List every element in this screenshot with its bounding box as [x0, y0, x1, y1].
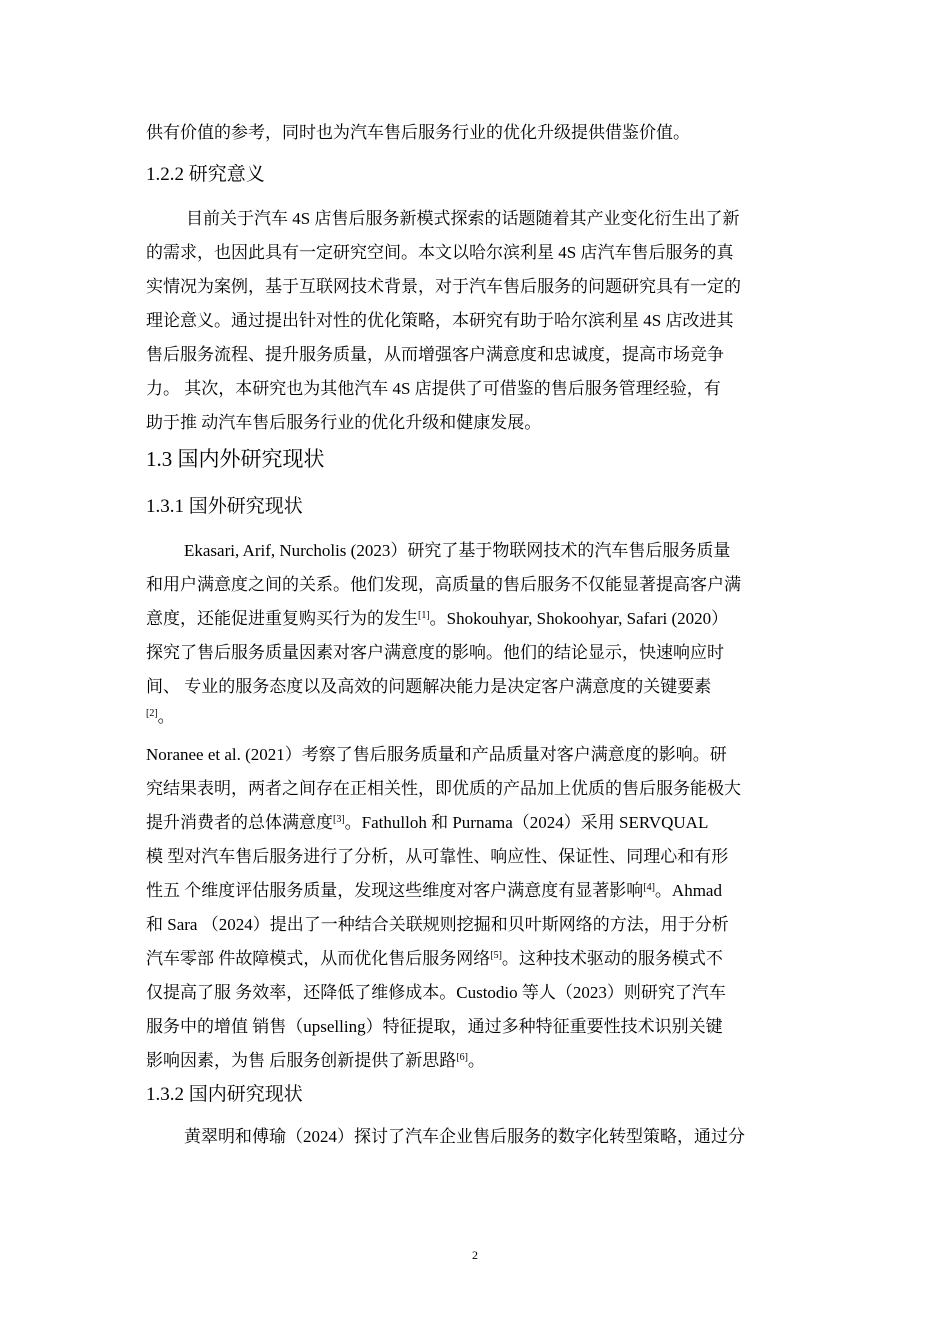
- paragraph-line: 探究了售后服务质量因素对客户满意度的影响。他们的结论显示，快速响应时: [146, 643, 724, 662]
- paragraph-text: 意度，还能促进重复购买行为的发生: [146, 609, 418, 628]
- paragraph-text: 。Fathulloh 和 Purnama（2024）采用 SERVQUAL: [344, 813, 709, 832]
- paragraph-line: [146, 806, 708, 840]
- paragraph-line: Ekasari, Arif, Nurcholis (2023）研究了基于物联网技术的汽车售后服务质量: [184, 541, 731, 560]
- paragraph-line: 仅提高了服 务效率，还降低了维修成本。Custodio 等人（2023）则研究了汽车: [146, 983, 726, 1002]
- paragraph-line: [146, 602, 728, 636]
- paragraph-line: 的需求，也因此具有一定研究空间。本文以哈尔滨利星 4S 店汽车售后服务的真: [146, 243, 734, 262]
- paragraph-line: 模 型对汽车售后服务进行了分析，从可靠性、响应性、保证性、同理心和有形: [146, 847, 729, 866]
- paragraph-line: 和用户满意度之间的关系。他们发现，高质量的售后服务不仅能显著提高客户满: [146, 575, 741, 594]
- paragraph-line: 目前关于汽车 4S 店售后服务新模式探索的话题随着其产业变化衍生出了新: [186, 209, 740, 228]
- paragraph-line: 间、 专业的服务态度以及高效的问题解决能力是决定客户满意度的关键要素: [146, 677, 712, 696]
- section-heading-1-3-1: 1.3.1 国外研究现状: [146, 496, 303, 517]
- citation-ref: [6]: [456, 1052, 468, 1063]
- paragraph-line: 力。 其次，本研究也为其他汽车 4S 店提供了可借鉴的售后服务管理经验，有: [146, 379, 721, 398]
- paragraph-line: [146, 874, 722, 908]
- paragraph-line: Noranee et al. (2021）考察了售后服务质量和产品质量对客户满意度的影响。研: [146, 745, 727, 764]
- citation-ref: [2]: [146, 708, 158, 719]
- paragraph-text: 性五 个维度评估服务质量，发现这些维度对客户满意度有显著影响: [146, 881, 644, 900]
- section-heading-1-2-2: 1.2.2 研究意义: [146, 164, 265, 185]
- paragraph-line: 实情况为案例，基于互联网技术背景，对于汽车售后服务的问题研究具有一定的: [146, 277, 741, 296]
- paragraph-text: 提升消费者的总体满意度: [146, 813, 333, 832]
- paragraph-line: 黄翠明和傅瑜（2024）探讨了汽车企业售后服务的数字化转型策略，通过分: [184, 1127, 745, 1146]
- paragraph-text: 。Shokouhyar, Shokoohyar, Safari (2020）: [429, 609, 729, 628]
- paragraph-line: 服务中的增值 销售（upselling）特征提取，通过多种特征重要性技术识别关键: [146, 1017, 723, 1036]
- paragraph-text: 影响因素，为售 后服务创新提供了新思路: [146, 1051, 457, 1070]
- citation-ref: [4]: [643, 882, 655, 893]
- citation-ref: [3]: [333, 814, 345, 825]
- paragraph-line: 理论意义。通过提出针对性的优化策略，本研究有助于哈尔滨利星 4S 店改进其: [146, 311, 734, 330]
- paragraph-line: 售后服务流程、提升服务质量，从而增强客户满意度和忠诚度，提高市场竞争: [146, 345, 724, 364]
- section-heading-1-3: 1.3 国内外研究现状: [146, 447, 325, 471]
- paragraph-text: 。Ahmad: [654, 881, 722, 900]
- citation-ref: [1]: [418, 610, 430, 621]
- citation-ref: [5]: [490, 950, 502, 961]
- paragraph-text: 。: [467, 1051, 485, 1070]
- paragraph-line: 和 Sara （2024）提出了一种结合关联规则挖掘和贝叶斯网络的方法，用于分析: [146, 915, 729, 934]
- paragraph-line: 究结果表明，两者之间存在正相关性，即优质的产品加上优质的售后服务能极大: [146, 779, 741, 798]
- paragraph-text: 。: [157, 707, 175, 726]
- paragraph-line: [146, 942, 723, 976]
- paragraph-line: [146, 700, 175, 734]
- page-number: 2: [472, 1248, 478, 1262]
- paragraph-line: [146, 1044, 485, 1078]
- paragraph-text: 汽车零部 件故障模式，从而优化售后服务网络: [146, 949, 491, 968]
- paragraph-line: 助于推 动汽车售后服务行业的优化升级和健康发展。: [146, 413, 542, 432]
- paragraph-text: 。这种技术驱动的服务模式不: [501, 949, 723, 968]
- section-heading-1-3-2: 1.3.2 国内研究现状: [146, 1084, 303, 1105]
- paragraph-line: 供有价值的参考，同时也为汽车售后服务行业的优化升级提供借鉴价值。: [146, 123, 690, 142]
